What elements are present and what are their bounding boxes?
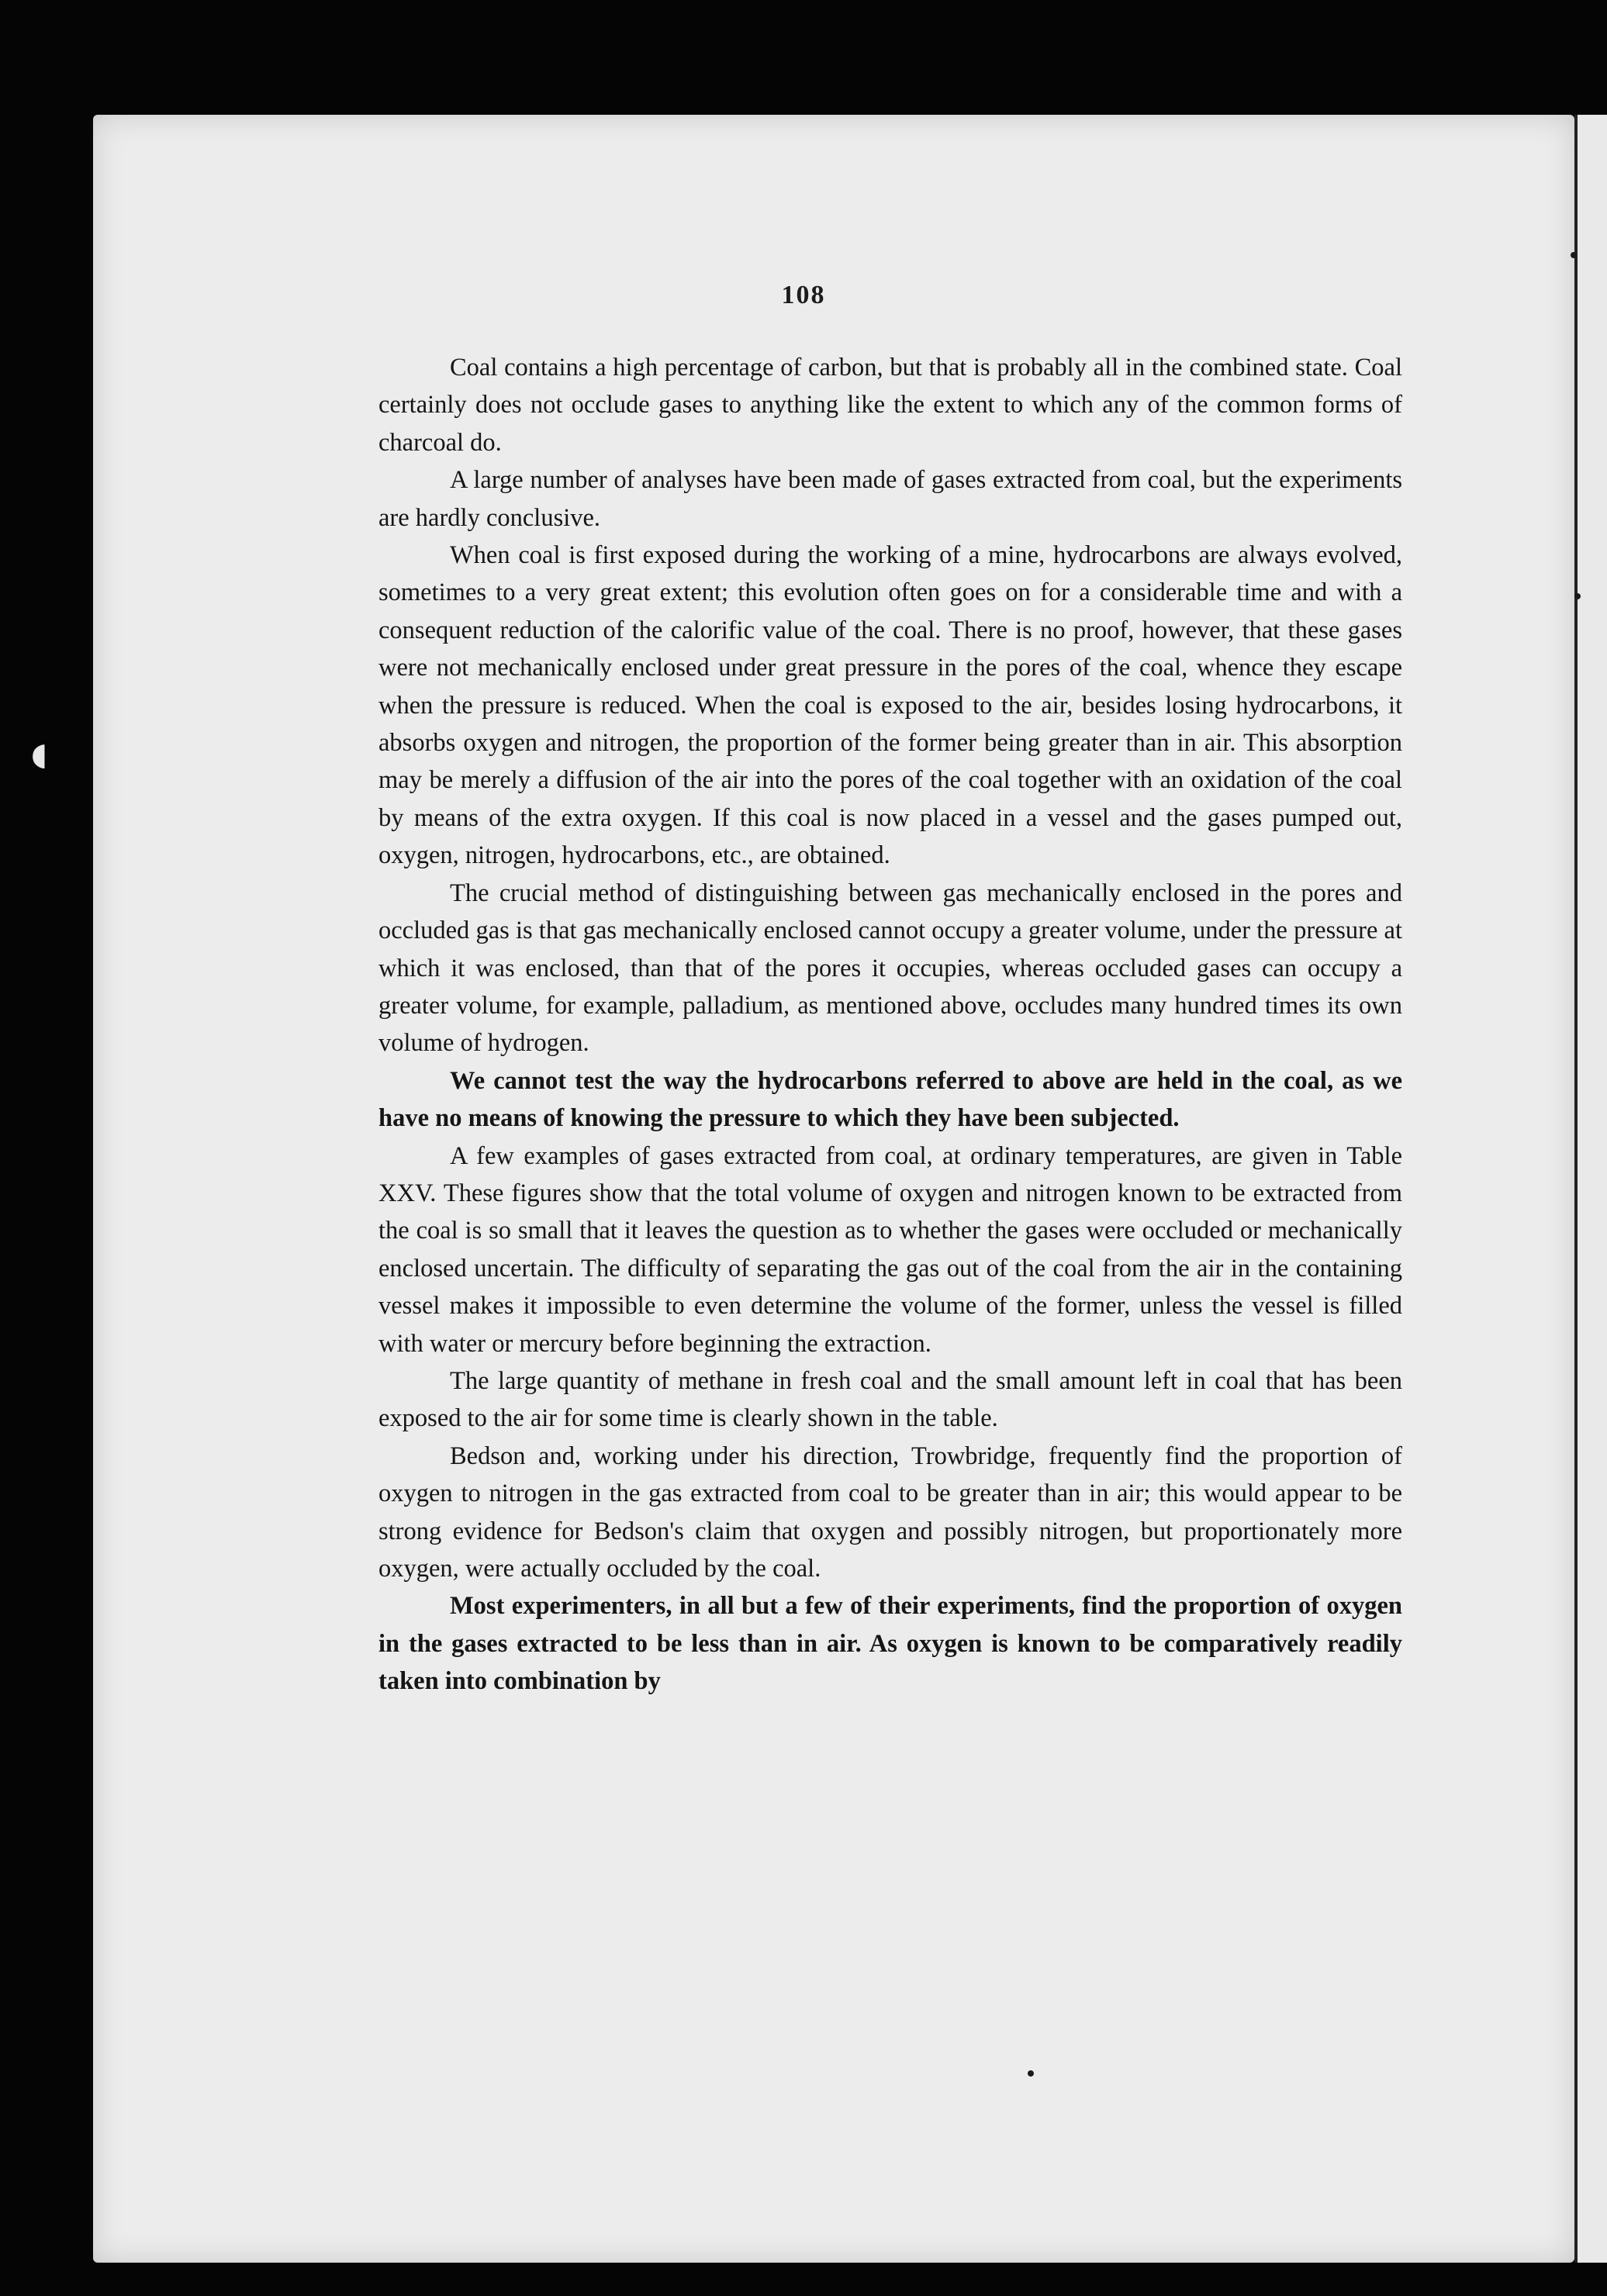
- next-page-edge: [1574, 115, 1607, 2263]
- paragraph-6: A few examples of gases extracted from coal, at ordinary temperatures, are given in Table XXV. These figures show that the total volume of oxygen and nitrogen known to be extracted from the coal is so small that it leaves the question as to whether the gases were occluded or mechanically enclosed uncertain. The difficulty of separating the gas out of the coal from the air in the containing vessel makes it impossible to even determine the volume of the former, unless the vessel is filled with water or mercury before beginning the extraction.: [378, 1141, 1402, 1358]
- paragraph-5: We cannot test the way the hydrocarbons referred to above are held in the coal, as we have no means of knowing the pressure to which they have been subjected.: [378, 1066, 1402, 1133]
- paragraph-2: A large number of analyses have been made of gases extracted from coal, but the experiments are hardly conclusive.: [378, 466, 1402, 532]
- scan-speck: [1571, 252, 1577, 258]
- paragraph-4: The crucial method of distinguishing between gas mechanically enclosed in the pores and occluded gas is that gas mechanically enclosed cannot occupy a greater volume, under the pressure at which it was enclosed, than that of the pores it occupies, whereas occluded gases can occupy a greater volume, for example, palladium, as mentioned above, occludes many hundred times its own volume of hydrogen.: [378, 879, 1402, 1058]
- binding-clip-mark: ◖: [31, 737, 48, 772]
- scan-speck: [1028, 2070, 1034, 2077]
- paragraph-8: Bedson and, working under his direction, Trowbridge, frequently find the proportion of oxygen to nitrogen in the gas extracted from coal to be greater than in air; this would appear to be strong evidence for Bedson's claim that oxygen and possibly nitrogen, but proportionately more oxygen, were actually occluded by the coal.: [378, 1441, 1402, 1583]
- paragraph-1: Coal contains a high percentage of carbon, but that is probably all in the combined state. Coal certainly does not occlude gases to anything like the extent to which any of the common forms of charcoal do.: [378, 354, 1402, 457]
- scan-speck: [1574, 593, 1581, 599]
- paragraph-9: Most experimenters, in all but a few of their experiments, find the proportion of oxygen in the gases extracted to be less than in air. As oxygen is known to be comparatively readily taken into combination by: [378, 1592, 1402, 1696]
- paragraph-7: The large quantity of methane in fresh coal and the small amount left in coal that has been exposed to the air for some time is clearly shown in the table.: [378, 1366, 1402, 1433]
- body-text: [378, 349, 1402, 1700]
- paragraph-3: When coal is first exposed during the working of a mine, hydrocarbons are always evolved, sometimes to a very great extent; this evolution often goes on for a considerable time and with a consequent reduction of the calorific value of the coal. There is no proof, however, that these gases were not mechanically enclosed under great pressure in the pores of the coal, whence they escape when the pressure is reduced. When the coal is exposed to the air, besides losing hydrocarbons, it absorbs oxygen and nitrogen, the proportion of the former being greater than in air. This absorption may be merely a diffusion of the air into the pores of the coal together with an oxidation of the coal by means of the extra oxygen. If this coal is now placed in a vessel and the gases pumped out, oxygen, nitrogen, hydrocarbons, etc., are obtained.: [378, 541, 1402, 870]
- page-number: 108: [781, 281, 826, 309]
